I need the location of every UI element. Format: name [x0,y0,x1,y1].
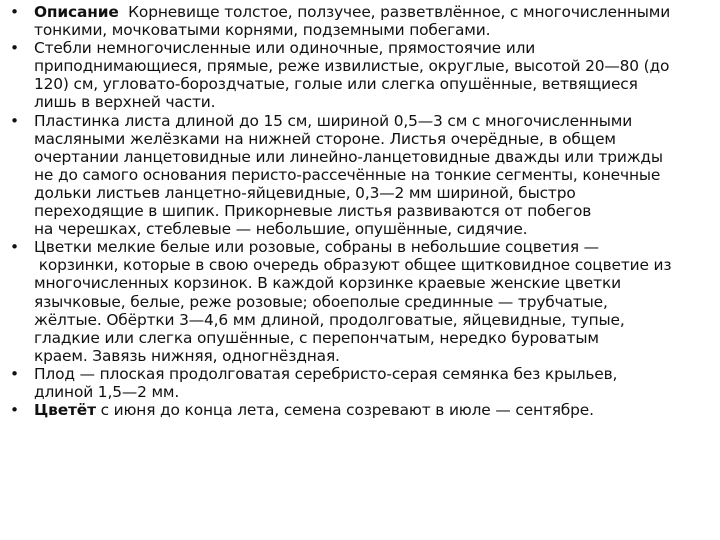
text-segment: Корневище толстое, ползучее, разветвлённое, с многочисленными [118,3,671,21]
bullet: • [10,39,19,58]
lead-term: Описание [34,3,119,21]
list-item-fruit [10,365,714,401]
bullet: • [10,111,19,130]
description-list [10,3,714,419]
text-line: масляными желёзками на нижней стороне. Листья очерёдные, в общем [34,129,616,148]
bullet: • [10,401,19,420]
list-item-flowers [10,238,714,365]
list-item-description [10,3,714,39]
text-line: переходящие в шипик. Прикорневые листья развиваются от побегов [34,202,592,221]
text-line: не до самого основания перисто-рассечённые на тонкие сегменты, конечные [34,165,661,184]
text-line: лишь в верхней части. [34,93,216,112]
list-item-leaves [10,112,714,239]
text-line: краем. Завязь нижняя, одногнёздная. [34,346,340,365]
text-line [34,401,714,419]
text-line: гладкие или слегка опушённые, с перепончатым, нередко буроватым [34,328,599,347]
text-segment: с июня до конца лета, семена созревают в июле — сентябре. [95,401,594,420]
text-line: Стебли немногочисленные или одиночные, прямостоячие или [34,39,536,58]
bullet: • [10,364,19,383]
text-line: тонкими, мочковатыми корнями, подземными побегами. [34,21,491,40]
text-line: 120) см, угловато-бороздчатые, голые или слегка опушённые, ветвящиеся [34,75,638,94]
text-line: жёлтые. Обёртки 3—4,6 мм длиной, продолговатые, яйцевидные, тупые, [34,310,625,329]
text-line: на черешках, стеблевые — небольшие, опушённые, сидячие. [34,220,528,239]
lead-term: Цветёт [34,401,96,420]
list-item-blooming [10,401,714,419]
text-line: Пластинка листа длиной до 15 см, шириной 0,5—3 см с многочисленными [34,111,633,130]
text-line: корзинки, которые в свою очередь образуют общее щитковидное соцветие из [34,256,672,275]
bullet: • [10,3,19,21]
list-item-stems [10,39,714,111]
text-line: дольки листьев ланцетно-яйцевидные, 0,3—2 мм шириной, быстро [34,183,576,202]
text-line: очертании ланцетовидные или линейно-ланцетовидные дважды или трижды [34,147,663,166]
text-line: язычковые, белые, реже розовые; обоеполые срединные — трубчатые, [34,292,608,311]
text-line: Плод — плоская продолговатая серебристо-серая семянка без крыльев, [34,364,618,383]
text-line: длиной 1,5—2 мм. [34,382,180,401]
text-line: многочисленных корзинок. В каждой корзинке краевые женские цветки [34,274,621,293]
text-line: Цветки мелкие белые или розовые, собраны в небольшие соцветия — [34,238,599,257]
bullet: • [10,238,19,257]
text-line [34,3,714,21]
text-line: приподнимающиеся, прямые, реже извилистые, округлые, высотой 20—80 (до [34,57,670,76]
